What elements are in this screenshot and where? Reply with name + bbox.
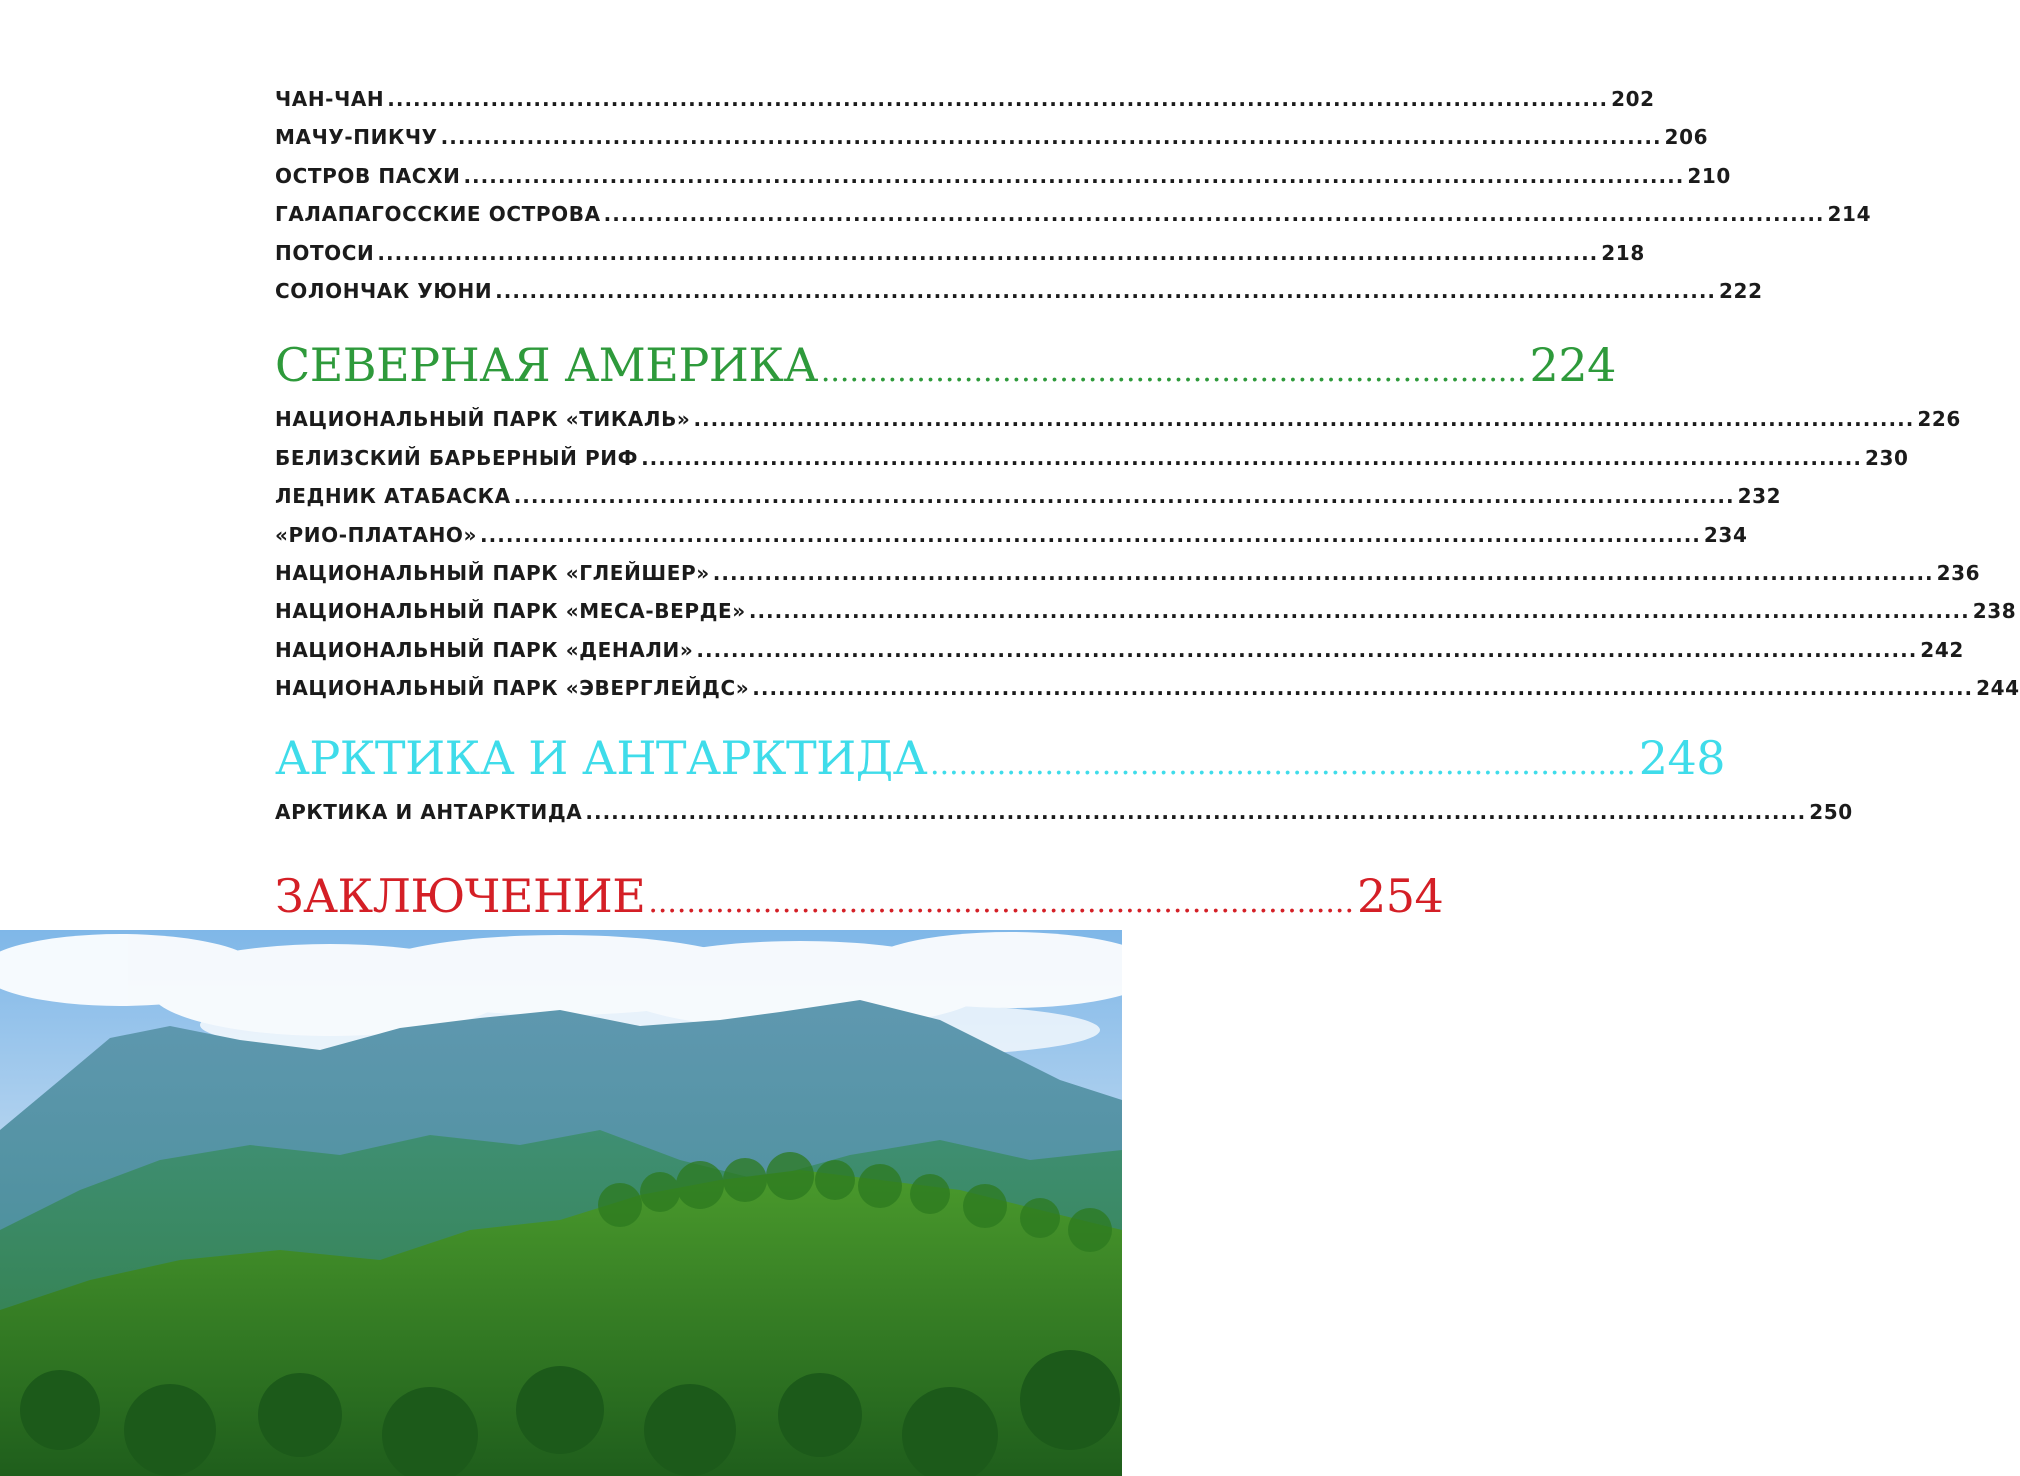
entry-page: 232	[1737, 484, 1782, 509]
leader-dots: ..........................................................................	[648, 884, 1355, 920]
entry-title: НАЦИОНАЛЬНЫЙ ПАРК «МЕСА-ВЕРДЕ»	[275, 599, 746, 624]
entry-page: 226	[1917, 407, 1961, 432]
entry-title: ГАЛАПАГОССКИЕ ОСТРОВА	[275, 202, 601, 227]
entry-title: ЧАН-ЧАН	[275, 87, 385, 111]
toc-entry[interactable]	[275, 516, 1748, 554]
entry-title: НАЦИОНАЛЬНЫЙ ПАРК «ГЛЕЙШЕР»	[275, 560, 710, 585]
entry-title: НАЦИОНАЛЬНЫЙ ПАРК «ДЕНАЛИ»	[275, 637, 694, 662]
entry-title: НАЦИОНАЛЬНЫЙ ПАРК «ТИКАЛЬ»	[275, 407, 691, 432]
entry-title: ПОТОСИ	[275, 240, 375, 265]
toc-entry[interactable]	[275, 793, 1853, 831]
entry-title: АРКТИКА И АНТАРКТИДА	[275, 800, 583, 825]
leader-dots: ..............................................................................................................................................	[377, 240, 1599, 265]
entry-title: СОЛОНЧАК УЮНИ	[275, 278, 493, 303]
entry-page: 242	[1920, 637, 1964, 662]
section-page: 224	[1529, 338, 1616, 393]
leader-dots: ..............................................................................................................................................	[440, 125, 1662, 150]
entry-title: «РИО-ПЛАТАНО»	[275, 522, 478, 547]
entry-title: БЕЛИЗСКИЙ БАРЬЕРНЫЙ РИФ	[275, 445, 639, 470]
leader-dots: ..............................................................................................................................................	[712, 560, 1934, 585]
section-title: ЗАКЛЮЧЕНИЕ	[275, 868, 646, 923]
entry-page: 210	[1687, 163, 1731, 188]
toc-entry[interactable]	[275, 234, 1645, 272]
leader-dots: ..............................................................................................................................................	[480, 522, 1701, 547]
toc-entry[interactable]	[275, 439, 1909, 477]
entry-title: ЛЕДНИК АТАБАСКА	[275, 484, 511, 509]
entry-page: 222	[1719, 278, 1763, 303]
entry-page: 238	[1972, 599, 2017, 624]
table-of-contents	[275, 80, 2020, 936]
entry-page: 244	[1976, 676, 2020, 701]
entry-page: 250	[1809, 800, 1853, 825]
toc-entry[interactable]	[275, 477, 1782, 515]
leader-dots: ..........................................................................	[930, 747, 1636, 783]
leader-dots: ..............................................................................................................................................	[696, 637, 1918, 662]
section-page: 254	[1357, 868, 1444, 923]
section-heading-arctic-antarctic[interactable]	[275, 723, 1726, 793]
toc-entry[interactable]	[275, 80, 1655, 118]
entry-page: 218	[1601, 240, 1645, 265]
section-title: АРКТИКА И АНТАРКТИДА	[275, 731, 928, 786]
leader-dots: ..............................................................................................................................................	[693, 407, 1915, 432]
leader-dots: ..............................................................................................................................................	[585, 800, 1807, 825]
entry-title: ОСТРОВ ПАСХИ	[275, 163, 461, 188]
landscape-photo	[0, 930, 1122, 1476]
entry-page: 234	[1703, 522, 1748, 547]
section-title: СЕВЕРНАЯ АМЕРИКА	[275, 338, 818, 393]
leader-dots: ..............................................................................................................................................	[748, 599, 1970, 624]
toc-entry[interactable]	[275, 272, 1763, 310]
section-page: 248	[1638, 731, 1726, 786]
toc-entry[interactable]	[275, 592, 2017, 630]
leader-dots: ..............................................................................................................................................	[463, 163, 1685, 188]
entry-page: 236	[1936, 560, 1981, 585]
entry-title: МАЧУ-ПИКЧУ	[275, 125, 438, 150]
entry-title: НАЦИОНАЛЬНЫЙ ПАРК «ЭВЕРГЛЕЙДС»	[275, 676, 750, 701]
leader-dots: ..............................................................................................................................................	[752, 676, 1974, 701]
toc-entry[interactable]	[275, 195, 1872, 233]
section-heading-north-america[interactable]	[275, 330, 1616, 400]
leader-dots: ..............................................................................................................................................	[495, 278, 1717, 303]
entry-page: 202	[1611, 87, 1655, 111]
toc-entry[interactable]	[275, 118, 1709, 156]
leader-dots: ..........................................................................	[820, 354, 1527, 390]
entry-page: 214	[1827, 202, 1872, 227]
entry-page: 206	[1664, 125, 1709, 150]
entry-page: 230	[1864, 445, 1909, 470]
toc-entry[interactable]	[275, 157, 1731, 195]
toc-entry[interactable]	[275, 554, 1981, 592]
toc-entry[interactable]	[275, 631, 1964, 669]
leader-dots: ..............................................................................................................................................	[513, 484, 1735, 509]
toc-entry[interactable]	[275, 669, 2020, 707]
section-heading-conclusion[interactable]	[275, 856, 1444, 936]
leader-dots: ..............................................................................................................................................	[641, 445, 1862, 470]
leader-dots: ..............................................................................................................................................	[603, 202, 1825, 227]
toc-entry[interactable]	[275, 400, 1961, 438]
leader-dots: ..............................................................................................................................................	[387, 87, 1609, 111]
